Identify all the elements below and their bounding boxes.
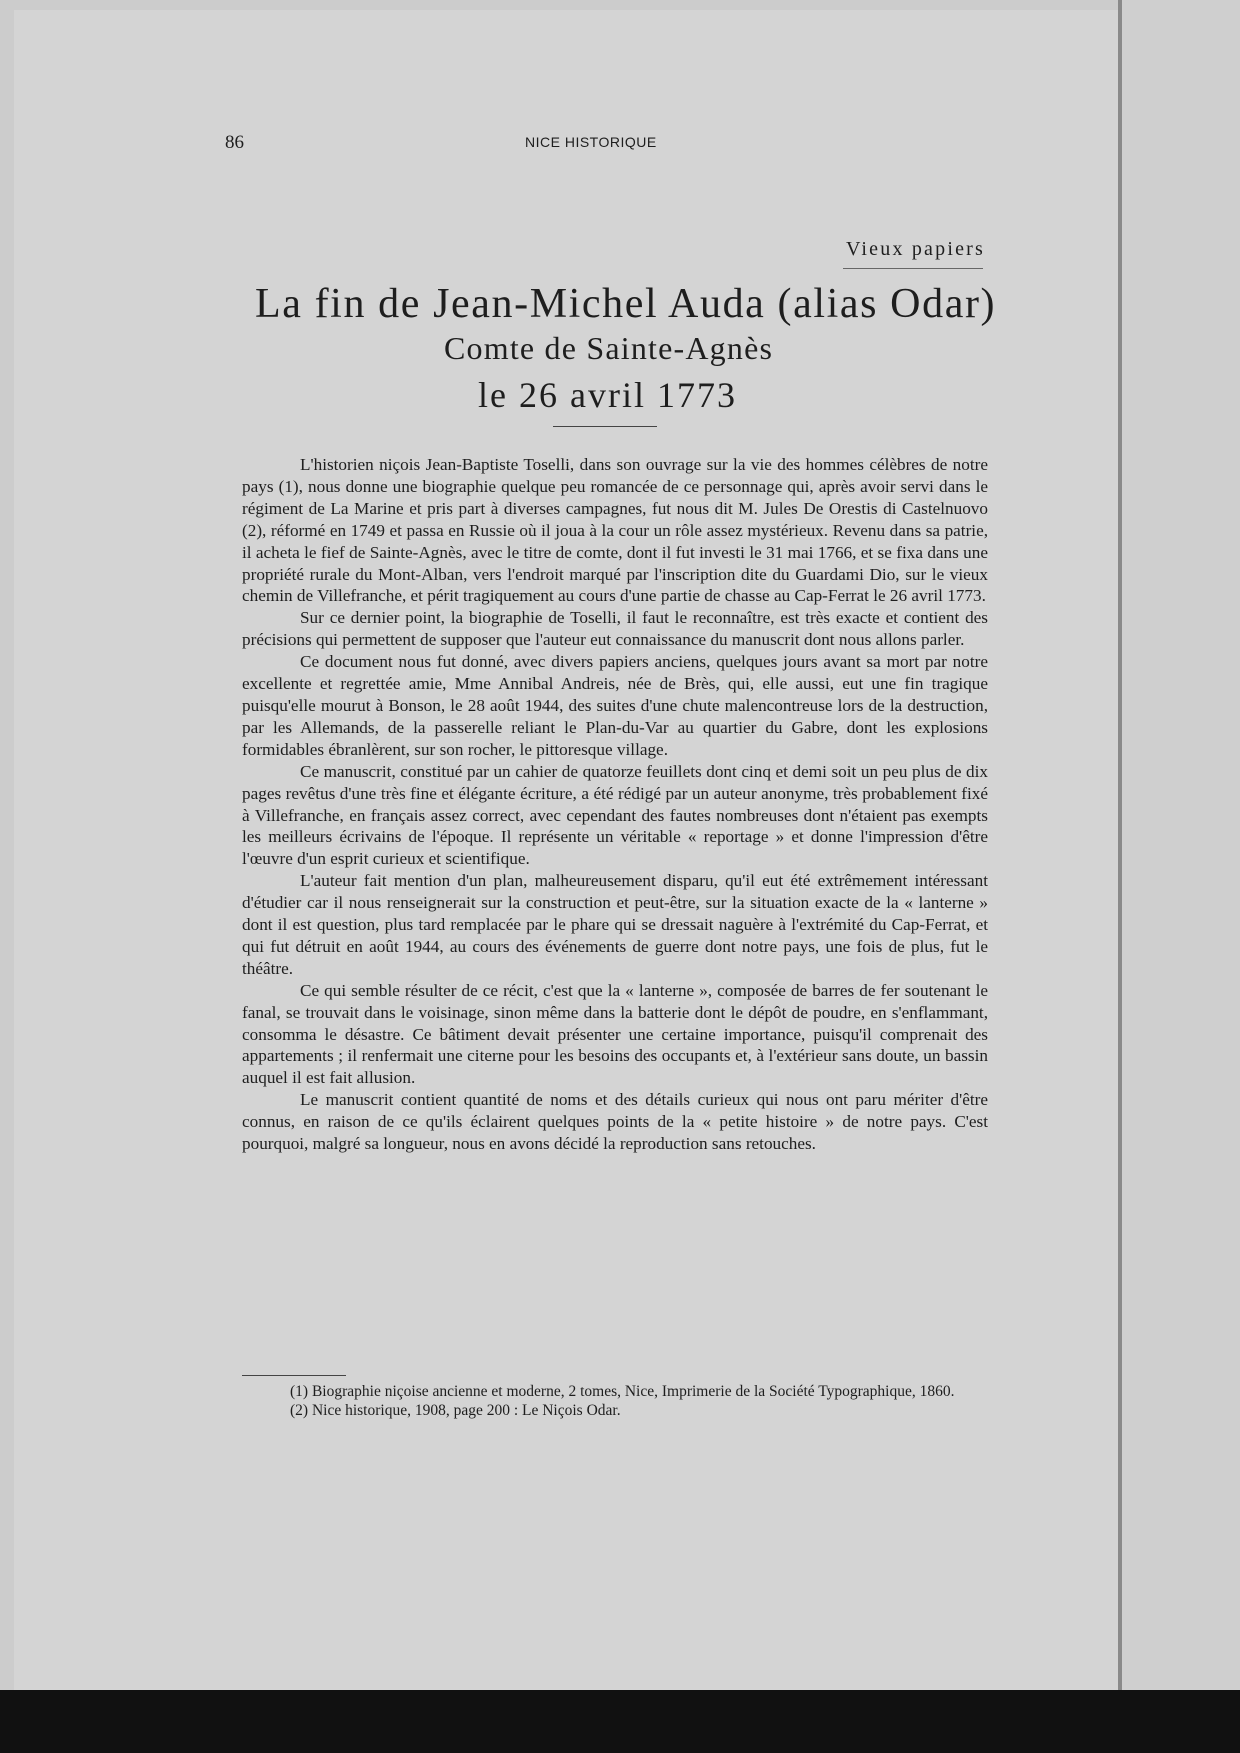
paragraph: L'auteur fait mention d'un plan, malheureusement disparu, qu'il eut été extrêmement intéressant d'étudier car il nous renseignerait sur la construction et peut-être, sur la situation exacte de la « lanterne » dont il est question, plus tard remplacée par le phare qui se dressait naguère à l'extrémité du Cap-Ferrat, et qui fut détruit en août 1944, au cours des événements de guerre dont notre pays, une fois de plus, fut le théâtre. <box>242 871 988 978</box>
paragraph: Ce document nous fut donné, avec divers papiers anciens, quelques jours avant sa mort par notre excellente et regrettée amie, Mme Annibal Andreis, née de Brès, qui, elle aussi, eut une fin tragique puisqu'elle mourut à Bonson, le 28 août 1944, des suites d'une chute malencontreuse lors de la destruction, par les Allemands, de la passerelle reliant le Plan-du-Var au quartier du Gabre, dont les explosions formidables ébranlèrent, sur son rocher, le pittoresque village. <box>242 652 988 759</box>
footnote: (2) Nice historique, 1908, page 200 : Le Niçois Odar. <box>290 1402 621 1419</box>
paragraph: L'historien niçois Jean-Baptiste Toselli, dans son ouvrage sur la vie des hommes célèbres de notre pays (1), nous donne une biographie quelque peu romancée de ce personnage qui, après avoir servi dans le régiment de La Marine et pris part à diverses campagnes, fut nous dit M. Jules De Orestis di Castelnuovo (2), réformé en 1749 et passa en Russie où il joua à la cour un rôle assez mystérieux. Revenu dans sa patrie, il acheta le fief de Sainte-Agnès, avec le titre de comte, dont il fut investi le 31 mai 1766, et se fixa dans une propriété rurale du Mont-Alban, vers l'endroit marqué par l'inscription dite du Guardami Dio, sur le vieux chemin de Villefranche, et périt tragiquement au cours d'une partie de chasse au Cap-Ferrat le 26 avril 1773. <box>242 455 988 606</box>
footnotes <box>242 1382 988 1420</box>
paragraph: Le manuscrit contient quantité de noms et des détails curieux qui nous ont paru mériter d'être connus, en raison de ce qu'ils éclairent quelques points de la « petite histoire » de notre pays. C'est pourquoi, malgré sa longueur, nous en avons décidé la reproduction sans retouches. <box>242 1090 988 1154</box>
footnote: (1) Biographie niçoise ancienne et moderne, 2 tomes, Nice, Imprimerie de la Société Typographique, 1860. <box>290 1383 955 1400</box>
page-number: 86 <box>225 132 244 153</box>
article-title: La fin de Jean-Michel Auda (alias Odar) <box>255 281 997 327</box>
article-body <box>242 454 988 1155</box>
paragraph: Ce qui semble résulter de ce récit, c'est que la « lanterne », composée de barres de fer soutenant le fanal, se trouvait dans le voisinage, sinon même dans la batterie dont le dépôt de poudre, en s'enflammant, consomma le désastre. Ce bâtiment devait présenter une certaine importance, puisqu'il comprenait des appartements ; il renfermait une citerne pour les besoins des occupants et, à l'extérieur sans doute, un bassin auquel il est fait allusion. <box>242 980 988 1088</box>
paragraph: Ce manuscrit, constitué par un cahier de quatorze feuillets dont cinq et demi soit un peu plus de dix pages revêtus d'une très fine et élégante écriture, a été rédigé par un auteur anonyme, très probablement fixé à Villefranche, en français assez correct, avec cependant des fautes nombreuses dont n'étaient pas exempts les meilleurs écrivains de l'époque. Il représente un véritable « reportage » et donne l'impression d'être l'œuvre d'un esprit curieux et scientifique. <box>242 761 988 869</box>
article-subtitle: Comte de Sainte-Agnès <box>444 330 774 366</box>
footnote-rule <box>242 1375 346 1376</box>
scan-background <box>0 1690 1240 1753</box>
paragraph: Sur ce dernier point, la biographie de Toselli, il faut le reconnaître, est très exacte et contient des précisions qui permettent de supposer que l'auteur eut connaissance du manuscrit dont nous allons parler. <box>242 608 988 650</box>
section-rule <box>843 268 983 269</box>
title-rule <box>553 426 657 427</box>
adjacent-page-edge <box>1122 0 1240 1690</box>
running-head: NICE HISTORIQUE <box>525 134 657 150</box>
section-label: Vieux papiers <box>845 238 985 260</box>
article-date: le 26 avril 1773 <box>478 375 737 415</box>
page-header <box>225 132 985 156</box>
